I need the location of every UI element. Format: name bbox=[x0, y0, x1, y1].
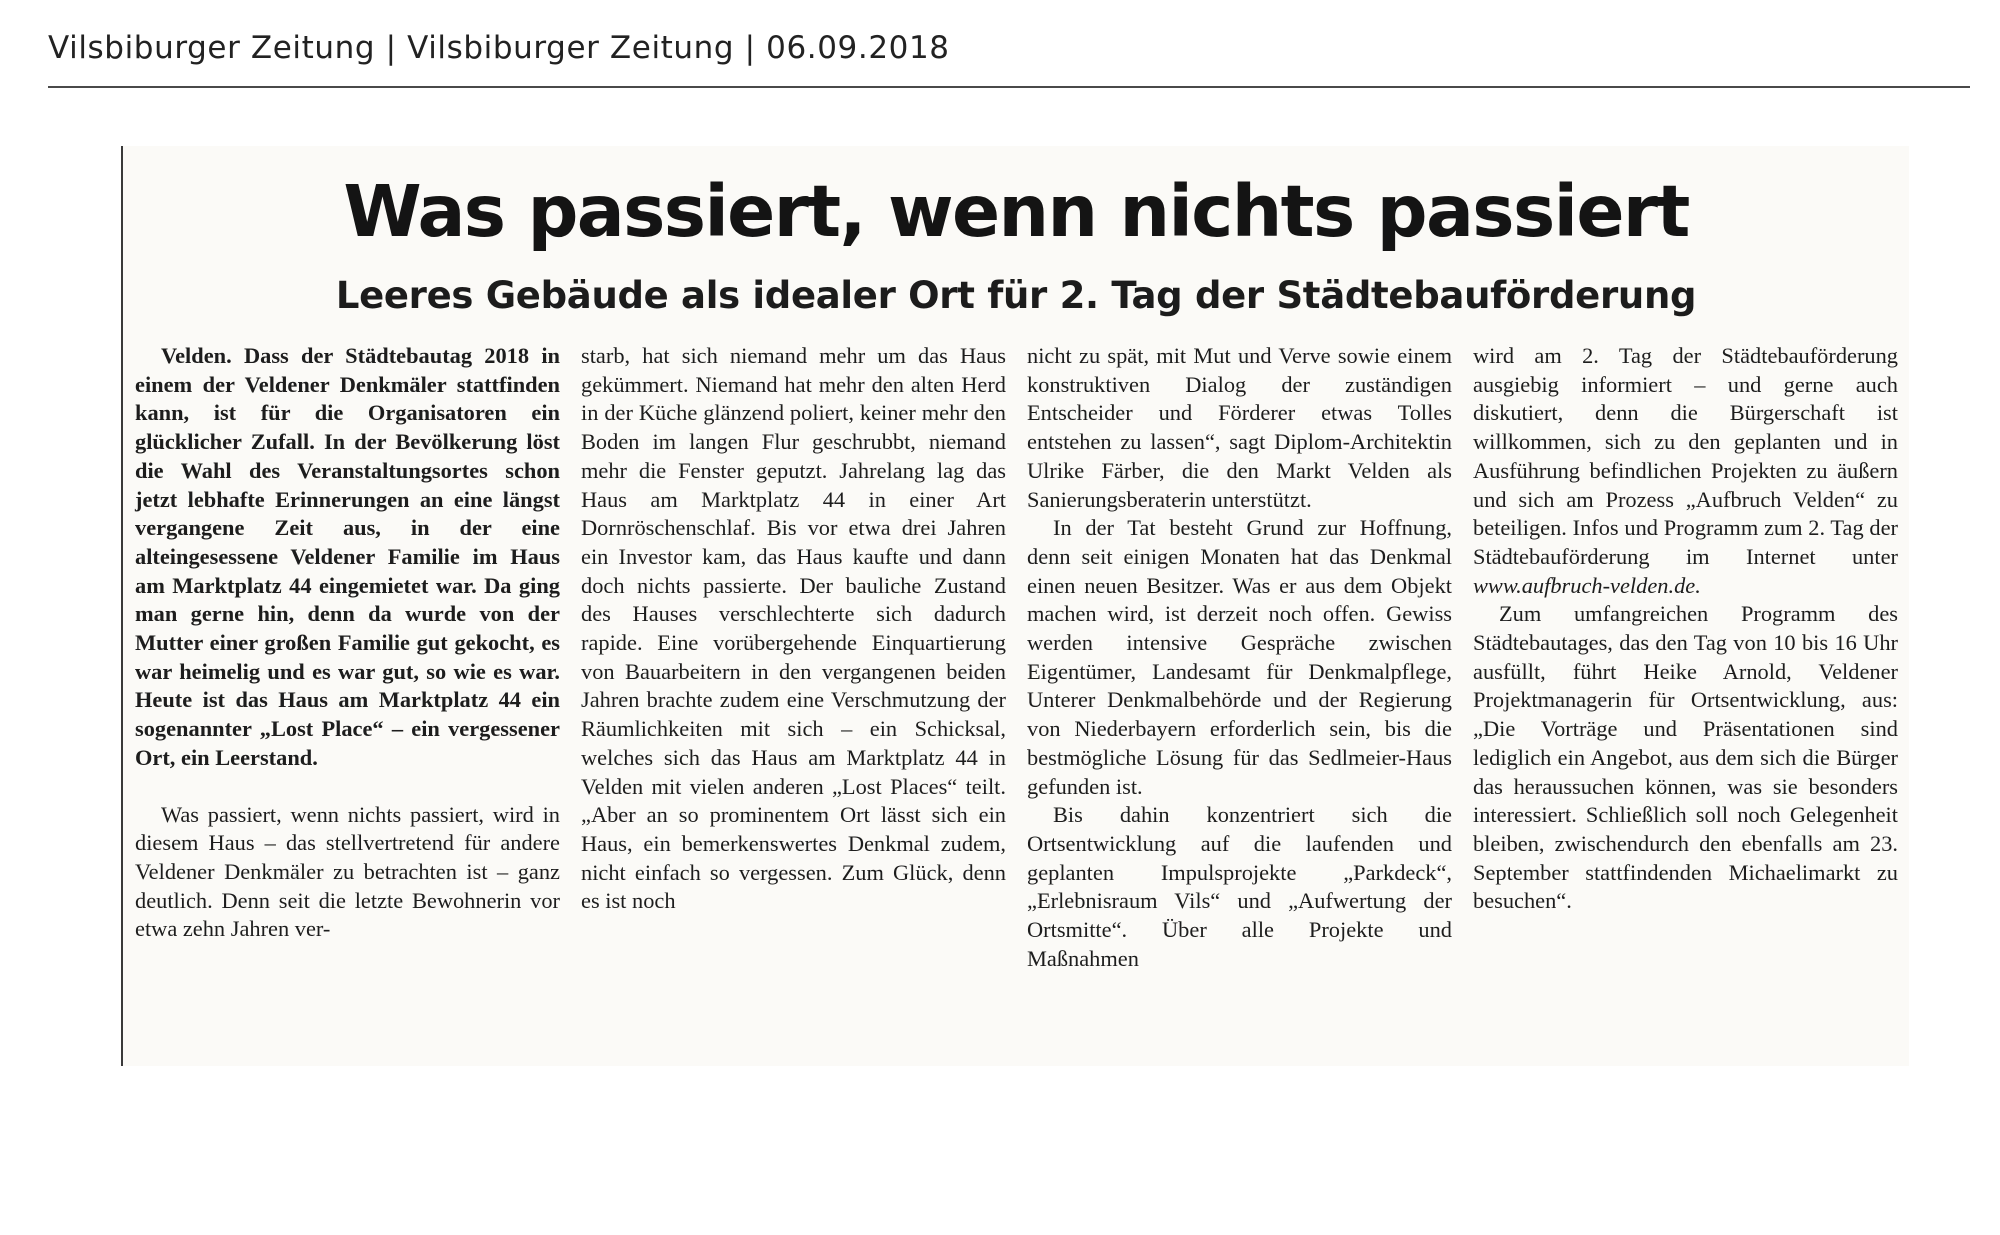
article-column-3 bbox=[1027, 342, 1452, 973]
lead-paragraph: Velden. Dass der Städtebautag 2018 in einem der Veldener Denkmäler stattfinden kann, ist für die Organisatoren ein glücklicher Zufall. In der Bevölkerung löst die Wahl des Veranstaltungsortes schon jetzt lebhafte Erinnerungen an eine längst vergangene Zeit aus, in der eine alteingesessene Veldener Familie im Haus am Marktplatz 44 eingemietet war. Da ging man gerne hin, denn da wurde von der Mutter einer großen Familie gut gekocht, es war heimelig und es war gut, so wie es war. Heute ist das Haus am Marktplatz 44 ein sogenannter „Lost Place“ – ein vergessener Ort, ein Leerstand. bbox=[135, 343, 560, 770]
body-paragraph: In der Tat besteht Grund zur Hoffnung, denn seit einigen Monaten hat das Denkmal einen neuen Besitzer. Was er aus dem Objekt machen wird, ist derzeit noch offen. Gewiss werden intensive Gespräche zwischen Eigentümer, Landesamt für Denkmalpflege, Unterer Denkmalbehörde und der Regierung von Niederbayern erforderlich sein, bis die bestmögliche Lösung für das Sedlmeier-Haus gefunden ist. bbox=[1027, 515, 1452, 799]
body-paragraph bbox=[1473, 342, 1898, 600]
article-clipping bbox=[121, 146, 1909, 1066]
body-paragraph: Bis dahin konzentriert sich die Ortsentwicklung auf die laufenden und geplanten Impulsprojekte „Parkdeck“, „Erlebnisraum Vils“ und „Aufwertung der Ortsmitte“. Über alle Projekte und Maßnahmen bbox=[1027, 802, 1452, 971]
article-columns bbox=[135, 342, 1897, 1052]
body-paragraph: nicht zu spät, mit Mut und Verve sowie einem konstruktiven Dialog der zuständigen Entscheider und Förderer etwas Tolles entstehen zu lassen“, sagt Diplom-Architektin Ulrike Färber, die den Markt Velden als Sanierungsberaterin unterstützt. bbox=[1027, 343, 1452, 512]
masthead: Vilsbiburger Zeitung | Vilsbiburger Zeitung | 06.09.2018 bbox=[48, 30, 950, 66]
body-paragraph: Zum umfangreichen Programm des Städtebautages, das den Tag von 10 bis 16 Uhr ausfüllt, führt Heike Arnold, Veldener Projektmanagerin für Ortsentwicklung, aus: „Die Vorträge und Präsentationen sind lediglich ein Angebot, aus dem sich die Bürger das heraussuchen können, was sie besonders interessiert. Schließlich soll noch Gelegenheit bleiben, zwischendurch den ebenfalls am 23. September stattfindenden Michaelimarkt zu besuchen“. bbox=[1473, 601, 1898, 914]
article-column-1 bbox=[135, 342, 560, 944]
body-paragraph: Was passiert, wenn nichts passiert, wird in diesem Haus – das stellvertretend für andere Veldener Denkmäler zu betrachten ist – ganz deutlich. Denn seit die letzte Bewohnerin vor etwa zehn Jahren ver- bbox=[135, 801, 560, 942]
body-text: wird am 2. Tag der Städtebauförderung ausgiebig informiert – und gerne auch diskutiert, denn die Bürgerschaft ist willkommen, sich zu den geplanten und in Ausführung befindlichen Projekten zu äußern und sich am Prozess „Aufbruch Velden“ zu beteiligen. Infos und Programm zum 2. Tag der Städtebauförderung im Internet unter bbox=[1473, 343, 1898, 569]
article-column-4 bbox=[1473, 342, 1898, 916]
website-link[interactable]: www.aufbruch-velden.de. bbox=[1473, 572, 1701, 598]
masthead-divider bbox=[48, 86, 1970, 88]
article-headline: Was passiert, wenn nichts passiert bbox=[343, 170, 1689, 253]
body-paragraph: starb, hat sich niemand mehr um das Haus gekümmert. Niemand hat mehr den alten Herd in der Küche glänzend poliert, keiner mehr den Boden im langen Flur geschrubbt, niemand mehr die Fenster geputzt. Jahrelang lag das Haus am Marktplatz 44 in einer Art Dornröschenschlaf. Bis vor etwa drei Jahren ein Investor kam, das Haus kaufte und dann doch nichts passierte. Der bauliche Zustand des Hauses verschlechterte sich dadurch rapide. Eine vorübergehende Einquartierung von Bauarbeitern in den vergangenen beiden Jahren brachte zudem eine Verschmutzung der Räumlichkeiten mit sich – ein Schicksal, welches sich das Haus am Marktplatz 44 in Velden mit vielen anderen „Lost Places“ teilt. „Aber an so prominentem Ort lässt sich ein Haus, ein bemerkenswertes Denkmal zudem, nicht einfach so vergessen. Zum Glück, denn es ist noch bbox=[581, 343, 1006, 914]
article-column-2 bbox=[581, 342, 1006, 916]
article-subheadline: Leeres Gebäude als idealer Ort für 2. Tag der Städtebauförderung bbox=[335, 274, 1697, 317]
